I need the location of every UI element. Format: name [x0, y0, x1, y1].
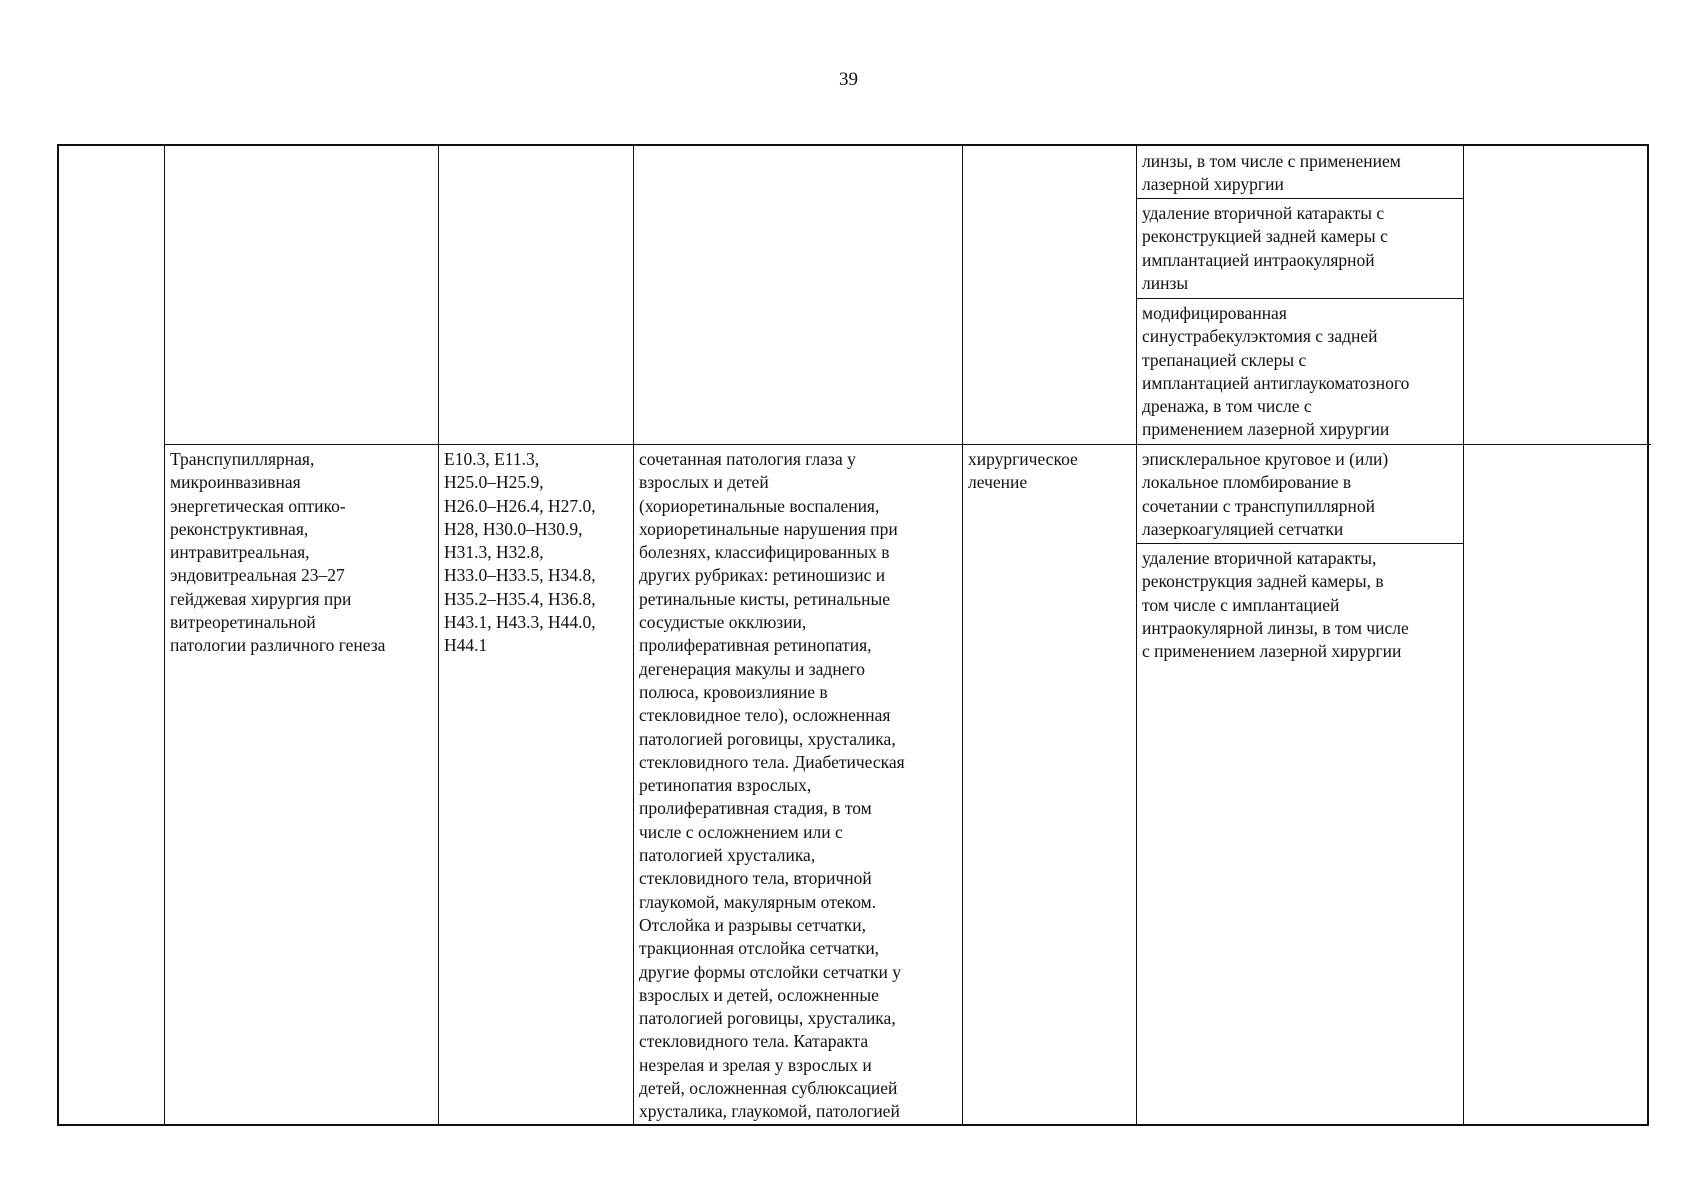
method-divider — [1136, 543, 1463, 544]
column-divider — [1463, 146, 1464, 1124]
column-divider — [1136, 146, 1137, 1124]
column-divider — [164, 146, 165, 1124]
method-divider — [1136, 198, 1463, 199]
method-cell: модифицированная синустрабекулэктомия с задней трепанацией склеры с имплантацией антиглаукоматозного дренажа, в том числе с применением лазерной хирургии — [1142, 303, 1410, 440]
method-cell: эписклеральное круговое и (или) локальное пломбирование в сочетании с транспупиллярной лазеркоагуляцией сетчатки — [1142, 449, 1389, 539]
medical-care-table — [57, 144, 1649, 1126]
method-divider — [1136, 298, 1463, 299]
care-type-cell: Транспупиллярная, микроинвазивная энергетическая оптико- реконструктивная, интравитреальная, эндовитреальная 23–27 гейджевая хирургия при витреоретинальной патологии различного генеза — [170, 449, 386, 656]
method-cell: линзы, в том числе с применением лазерной хирургии — [1142, 151, 1401, 195]
method-cell: удаление вторичной катаракты, реконструкция задней камеры, в том числе с имплантацией интраокулярной линзы, в том числе с применением лазерной хирургии — [1142, 548, 1409, 662]
row-divider — [164, 444, 1651, 445]
treatment-type-cell: хирургическое лечение — [968, 449, 1078, 493]
patient-model-cell: сочетанная патология глаза у взрослых и детей (хориоретинальные воспаления, хориоретинальные нарушения при болезнях, классифицированных в других рубриках: ретиношизис и ретинальные кисты, ретинальные сосудистые окклюзии, пролиферативная ретинопатия, дегенерация макулы и заднего полюса, кровоизлияние в стекловидное тело), осложненная патологией роговицы, хрусталика, стекловидного тела. Диабетическая ретинопатия взрослых, пролиферативная стадия, в том числе с осложнением или с патологией хрусталика, стекловидного тела, вторичной глаукомой, макулярным отеком. Отслойка и разрывы сетчатки, тракционная отслойка сетчатки, другие формы отслойки сетчатки у взрослых и детей, осложненные патологией роговицы, хрусталика, стекловидного тела. Катаракта незрелая и зрелая у взрослых и детей, осложненная сублюксацией хрусталика, глаукомой, патологией — [639, 449, 905, 1122]
column-divider — [438, 146, 439, 1124]
column-divider — [962, 146, 963, 1124]
column-divider — [633, 146, 634, 1124]
method-cell: удаление вторичной катаракты с реконструкцией задней камеры с имплантацией интраокулярной линзы — [1142, 203, 1388, 293]
page-number: 39 — [839, 69, 858, 90]
icd-codes-cell: E10.3, E11.3, H25.0–H25.9, H26.0–H26.4, H27.0, H28, H30.0–H30.9, H31.3, H32.8, H33.0–H33.5, H34.8, H35.2–H35.4, H36.8, H43.1, H43.3, H44.0, H44.1 — [444, 449, 596, 656]
